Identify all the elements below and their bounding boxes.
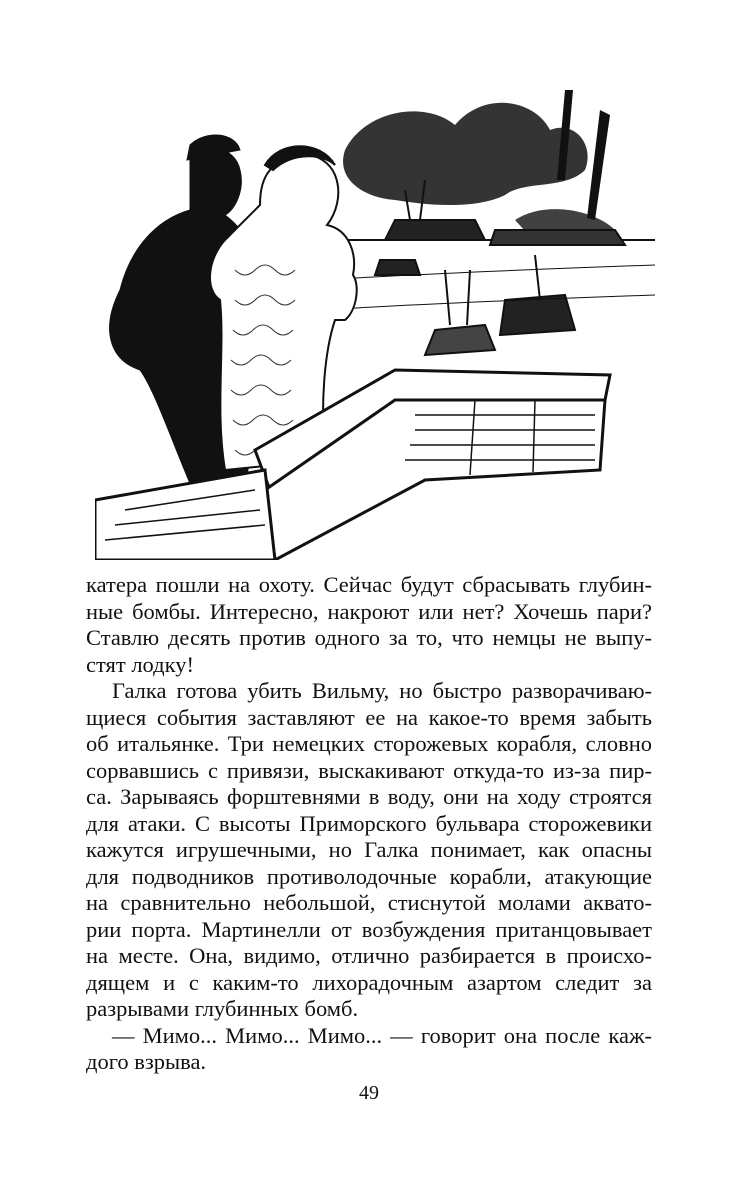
text-line: разрывами глубинных бомб. xyxy=(86,996,359,1021)
text-line: ные бомбы. Интересно, накроют или нет? Хочешь пари? xyxy=(86,598,652,624)
text-line: для подводников противолодочные корабли, атакующие xyxy=(86,863,652,889)
text-line: сорвавшись с привязи, выскакивают откуда-то из-за пир- xyxy=(86,757,652,783)
text-line: щиеся события заставляют ее на какое-то время забыть xyxy=(86,704,652,730)
text-line: на сравнительно небольшой, стиснутой молами аквато- xyxy=(86,890,652,915)
text-line: дого взрыва. xyxy=(86,1049,207,1074)
text-line: стят лодку! xyxy=(86,651,194,677)
text-line: са. Зарываясь форштевнями в воду, они на ходу строятся xyxy=(86,784,652,809)
harbor-scene-illustration xyxy=(95,70,655,560)
text-line: рии порта. Мартинелли от возбуждения пританцовывает xyxy=(86,916,652,942)
text-line: на месте. Она, видимо, отлично разбирается в происхо- xyxy=(86,943,652,968)
body-text xyxy=(86,572,652,1076)
text-line: об итальянке. Три немецких сторожевых корабля, словно xyxy=(86,731,652,756)
text-line: — Мимо... Мимо... Мимо... — говорит она после каж- xyxy=(112,1022,652,1048)
text-line: кажутся игрушечными, но Галка понимает, как опасны xyxy=(86,837,652,862)
text-line: Галка готова убить Вильму, но быстро разворачиваю- xyxy=(112,678,652,703)
text-line: дящем и с каким-то лихорадочным азартом следит за xyxy=(86,969,652,995)
text-line: катера пошли на охоту. Сейчас будут сбрасывать глубин- xyxy=(86,572,652,597)
text-line: для атаки. С высоты Приморского бульвара сторожевики xyxy=(86,810,652,836)
page-number: 49 xyxy=(359,1082,379,1104)
text-line: Ставлю десять против одного за то, что немцы не выпу- xyxy=(86,625,652,650)
